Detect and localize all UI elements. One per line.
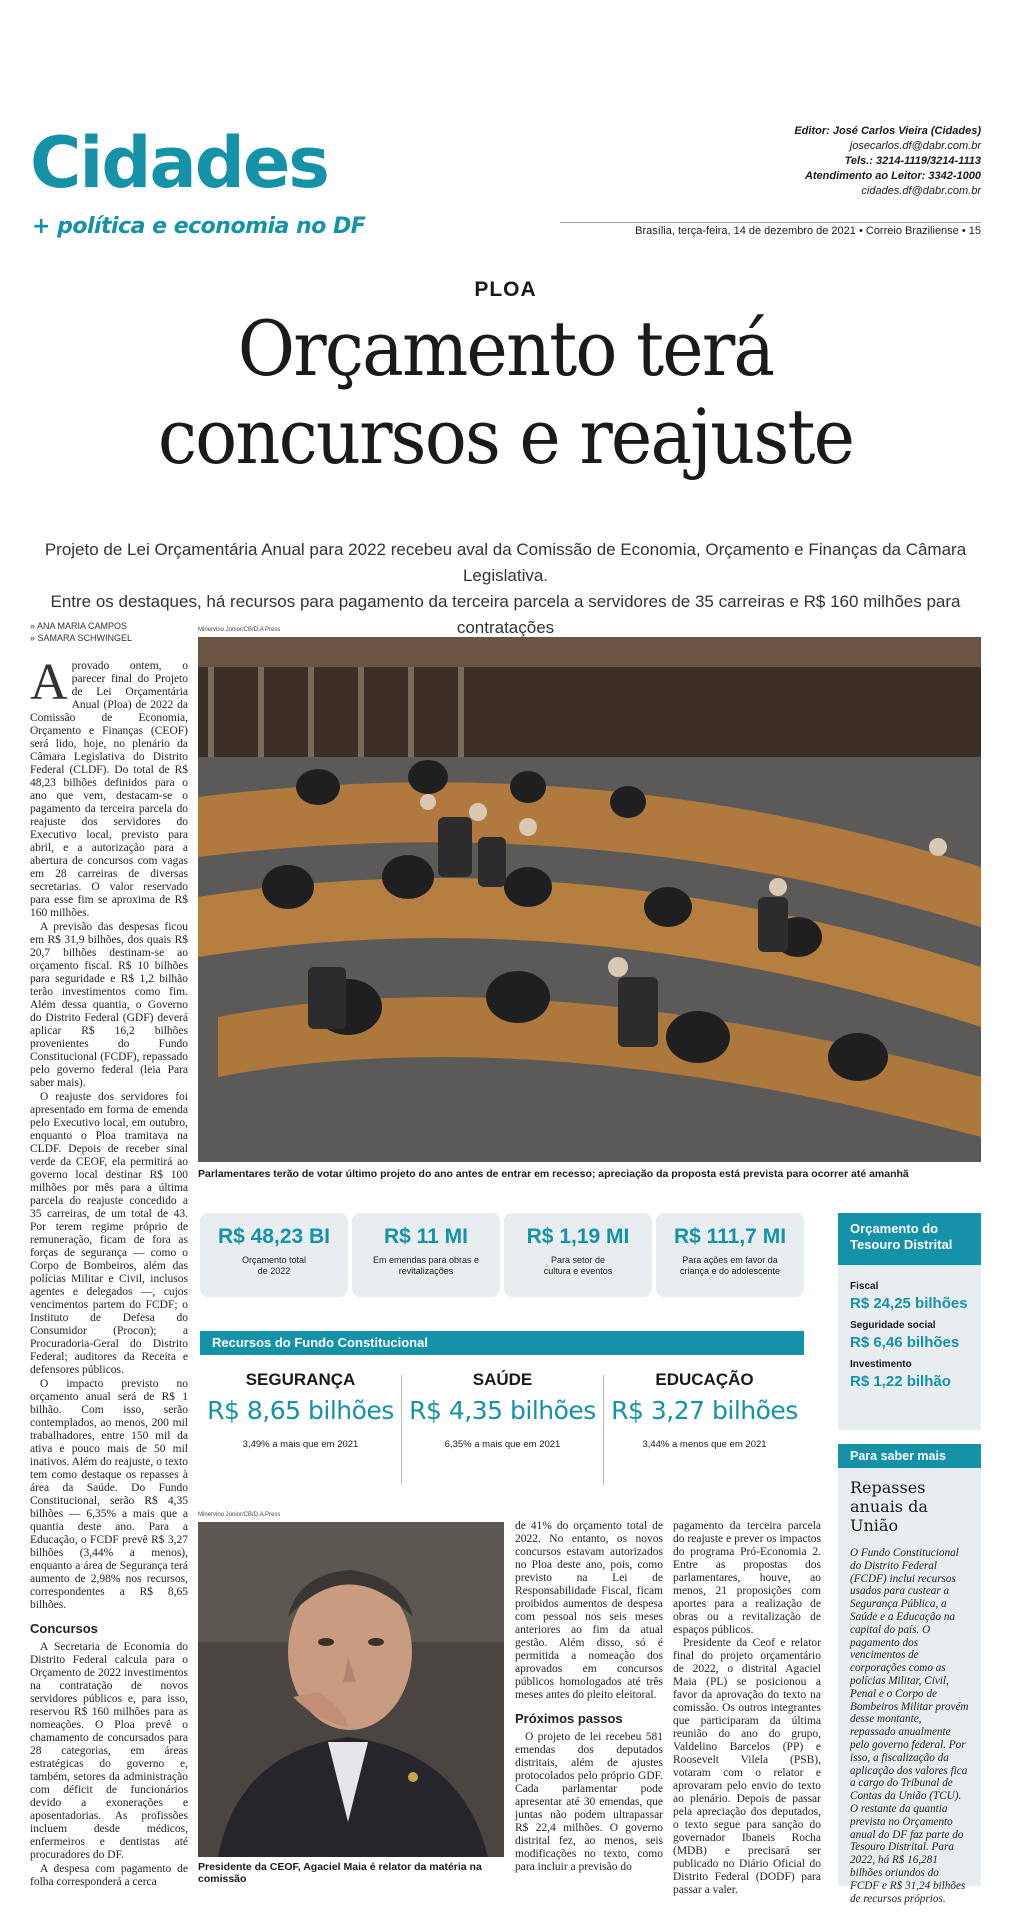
- reader-service: Atendimento ao Leitor: 3342-1000: [804, 170, 981, 182]
- byline: » SAMARA SCHWINGEL: [30, 633, 133, 643]
- stat-label: Para setor de cultura e eventos: [543, 1255, 613, 1276]
- article-column-2: [515, 1520, 663, 1874]
- article-column-1: [30, 654, 188, 1890]
- fund-item-education: [604, 1362, 805, 1450]
- fund-title: Recursos do Fundo Constitucional: [200, 1331, 804, 1355]
- phones: Tels.: 3214-1119/3214-1113: [844, 155, 981, 167]
- sidebar-budget: [838, 1265, 981, 1430]
- stat-value: R$ 11 MI: [383, 1225, 469, 1248]
- header-rule: [560, 222, 981, 223]
- paragraph: A previsão das despesas ficou em R$ 31,9 bilhões, dos quais R$ 20,7 bilhões destinam-se ao orçamento fiscal. R$ 10 bilhões para seguridade e R$ 1,2 bilhão terão investimentos como fim. Além dessa quantia, o Governo do Distrito Federal (GDF) deverá aplicar R$ 16,2 bilhões provenientes do Fundo Constitucional (FCDF), repassado pelo governo federal (leia Para saber mais).: [30, 921, 188, 1089]
- headline-line-1: Orçamento terá: [237, 304, 774, 393]
- paragraph: pagamento da terceira parcela do reajuste e prever os impactos do programa Pró-Economia 2. Entre as propostas dos parlamentares, houve, ao menos, 21 proposições com aportes para a realização de obras ou a revitalização de espaços públicos.: [673, 1520, 821, 1636]
- sidebar-more: [838, 1468, 981, 1905]
- stat-label: Para ações em favor da criança e do adolescente: [679, 1255, 781, 1276]
- byline: » ANA MARIA CAMPOS: [30, 621, 128, 631]
- stat-value: R$ 1,19 MI: [526, 1225, 630, 1248]
- fund-item-name: SAÚDE: [472, 1370, 533, 1389]
- paragraph: de 41% do orçamento total de 2022. No entanto, os novos concursos estavam autorizados no Ploa deste ano, pois, como previsto na Lei de Responsabilidade Fiscal, ficam proibidos aumentos de despesa com pessoal nos seis meses anteriores ao fim da atual gestão. Além disso, só é permitida a nomeação dos aprovados em concursos públicos homologados até três meses antes do pleito eleitoral.: [515, 1520, 663, 1701]
- portrait-photo: [198, 1522, 504, 1857]
- paragraph: Aprovado ontem, o parecer final do Projeto de Lei Orçamentária Anual (Ploa) de 2022 da Comissão de Economia, Orçamento e Finanças (CEOF) será lido, hoje, no plenário da Câmara Legislativa do Distrito Federal (CLDF). Do total de R$ 48,23 bilhões definidos para o ano que vem, destacam-se o pagamento da terceira parcela do reajuste dos servidores do Executivo local, previsto para abril, e a autorização para a abertura de concursos com vagas em 28 carreiras de diversas secretarias. O valor reservado para esse fim se aproxima de R$ 160 milhões.: [30, 654, 188, 919]
- bylines: [30, 620, 132, 644]
- stat-label: Em emendas para obras e revitalizações: [372, 1255, 480, 1276]
- stat-label: Orçamento total de 2022: [241, 1255, 307, 1276]
- paragraph: Presidente da Ceof e relator final do projeto orçamentário de 2022, o distrital Agaciel Maia (PL) se posicionou a favor da aprovação do texto na comissão. Os outros integrantes que participaram da última reunião do ano do grupo, Valdelino Barcelos (PP) e Roosevelt Vilela (PSB), votaram com o relator e aprovaram pelo envio do texto ao plenário. Depois de passar pela apreciação dos deputados, o texto segue para sanção do governador Ibaneis Rocha (MDB) e precisará ser publicado no Diário Oficial do Distrito Federal (DODF) para passar a valer.: [673, 1637, 821, 1896]
- budget-value: R$ 6,46 bilhões: [850, 1334, 960, 1351]
- paragraph: O projeto de lei recebeu 581 emendas dos deputados distritais, além de ajustes protocolados pelo próprio GDF. Cada parlamentar pode apresentar até 30 emendas, que juntas não podem ultrapassar R$ 22,4 milhões. O governo distrital fez, ao menos, seis modificações no texto, como para incluir a previsão do: [515, 1731, 663, 1873]
- fund-item-note: 3,49% a mais que em 2021: [242, 1439, 359, 1450]
- editor-label: Editor: José Carlos Vieira (Cidades): [794, 125, 981, 137]
- budget-value: R$ 1,22 bilhão: [850, 1373, 951, 1390]
- fund-item-value: R$ 8,65 bilhões: [207, 1396, 394, 1425]
- stat-box: [352, 1213, 500, 1297]
- section-subbrand: + política e economia no DF: [32, 214, 366, 239]
- dek: [30, 537, 981, 641]
- subhead-next-steps: Próximos passos: [515, 1711, 623, 1726]
- article-column-3: [673, 1520, 821, 1897]
- budget-label: Seguridade social: [850, 1320, 936, 1331]
- paragraph: A despesa com pagamento de folha corresponderá a cerca: [30, 1863, 188, 1888]
- fund-item-note: 3,44% a menos que em 2021: [642, 1439, 767, 1450]
- stat-box: [200, 1213, 348, 1297]
- section-brand: Cidades: [30, 122, 328, 204]
- paragraph: O reajuste dos servidores foi apresentado em forma de emenda pelo Executivo local, em outubro, enquanto o Ploa tramitava na CLDF. Depois de receber sinal verde da CEOF, ela permitirá ao governo local destinar R$ 100 milhões por mês para a última parcela do reajuste concedido a 35 carreiras, de um total de 43. Por terem regime próprio de remuneração, ficam de fora as forças de segurança — como o Corpo de Bombeiros, além das polícias Militar e Civil, inclusos agentes e delegados —, cujos vencimentos partem do FCDF; o Instituto de Defesa do Consumidor (Procon); a Procuradoria-Geral do Distrito Federal; auditores da Receita e defensores públicos.: [30, 1091, 188, 1376]
- photo-caption: Presidente da CEOF, Agaciel Maia é relator da matéria na comissão: [198, 1861, 482, 1885]
- fund-item-name: EDUCAÇÃO: [655, 1370, 754, 1389]
- sidebar-more-title: Para saber mais: [838, 1444, 981, 1468]
- headline: [40, 305, 970, 481]
- stat-box: [656, 1213, 804, 1297]
- stat-box: [504, 1213, 652, 1297]
- editor-email[interactable]: josecarlos.df@dabr.com.br: [849, 140, 981, 152]
- kicker: PLOA: [474, 278, 537, 301]
- sidebar-more-body: O Fundo Constitucional do Distrito Federal (FCDF) inclui recursos usados para custear a Segurança Pública, a Saúde e a Educação na capital do país. O pagamento dos vencimentos de corporações como as polícias Militar, Civil, Penal e o Corpo de Bombeiros Militar provém desse montante, repassado anualmente pelo governo federal. Por isso, a fiscalização da aplicação dos valores fica a cargo do Tribunal de Contas da União (TCU). O restante da quantia prevista no Orçamento anual do DF faz parte do Tesouro Distrital. Para 2022, há R$ 16,281 bilhões oriundos do FCDF e R$ 31,24 bilhões de recursos próprios.: [850, 1547, 969, 1905]
- budget-value: R$ 24,25 bilhões: [850, 1295, 968, 1312]
- stat-value: R$ 48,23 BI: [217, 1225, 331, 1248]
- sidebar-budget-title: Orçamento do Tesouro Distrital: [838, 1213, 981, 1265]
- photo-credit: Minervino Júnior/CB/D.A Press: [198, 1512, 281, 1518]
- paragraph: A Secretaria de Economia do Distrito Federal calcula para o Orçamento de 2022 investimentos na contratação de novos servidores públicos e, para isso, reservou R$ 160 milhões para as nomeações. O Ploa prevê o chamamento de concursados para 28 categorias, em áreas estratégicas do governo e, também, setores da administração com déficit de funcionários devido a exonerações e aposentadorias. As profissões incluem desde médicos, enfermeiros e dentistas até procuradores do DF.: [30, 1641, 188, 1861]
- editor-info: [701, 124, 981, 199]
- fund-item-name: SEGURANÇA: [245, 1370, 356, 1389]
- reader-email[interactable]: cidades.df@dabr.com.br: [861, 185, 981, 197]
- dek-line-2: Entre os destaques, há recursos para pagamento da terceira parcela a servidores de 35 carreiras e R$ 160 milhões para contratações: [50, 592, 961, 637]
- budget-label: Fiscal: [850, 1281, 879, 1292]
- fund-item-security: [200, 1362, 401, 1450]
- fund-item-note: 6,35% a mais que em 2021: [444, 1439, 561, 1450]
- dateline: Brasília, terça-feira, 14 de dezembro de 2021 • Correio Braziliense • 15: [635, 225, 981, 237]
- photo-caption: Parlamentares terão de votar último projeto do ano antes de entrar em recesso; apreciação da proposta está prevista para ocorrer até amanhã: [198, 1168, 909, 1180]
- stat-value: R$ 111,7 MI: [673, 1225, 787, 1248]
- paragraph: O impacto previsto no orçamento anual será de R$ 1 bilhão. Com isso, serão contemplados, ao menos, 200 mil trabalhadores, entre 150 mil da ativa e pouco mais de 50 mil inativos. Além do reajuste, o texto tem como destaque os repasses à área da Saúde. Do Fundo Constitucional, serão R$ 4,35 bilhões — 6,35% a mais que a quantia deste ano. Para a Educação, o FCDF prevê R$ 3,27 bilhões (3,44% a menos), enquanto a área de Segurança terá aumento de 2,98% nos recursos, correspondentes a R$ 8,65 bilhões.: [30, 1378, 188, 1611]
- drop-cap: A: [30, 654, 68, 711]
- dek-line-1: Projeto de Lei Orçamentária Anual para 2022 recebeu aval da Comissão de Economia, Orçamento e Finanças da Câmara Legislativa.: [44, 540, 967, 585]
- budget-label: Investimento: [850, 1359, 912, 1370]
- fund-item-value: R$ 4,35 bilhões: [409, 1396, 596, 1425]
- sidebar-more-heading: Repasses anuais da União: [850, 1478, 928, 1535]
- plenary-photo: [198, 637, 981, 1162]
- photo-credit: Minervino Júnior/CB/D.A Press: [198, 627, 281, 633]
- fund-item-health: [402, 1362, 603, 1450]
- fund-item-value: R$ 3,27 bilhões: [611, 1396, 798, 1425]
- subhead-concursos: Concursos: [30, 1621, 98, 1636]
- headline-line-2: concursos e reajuste: [157, 392, 854, 481]
